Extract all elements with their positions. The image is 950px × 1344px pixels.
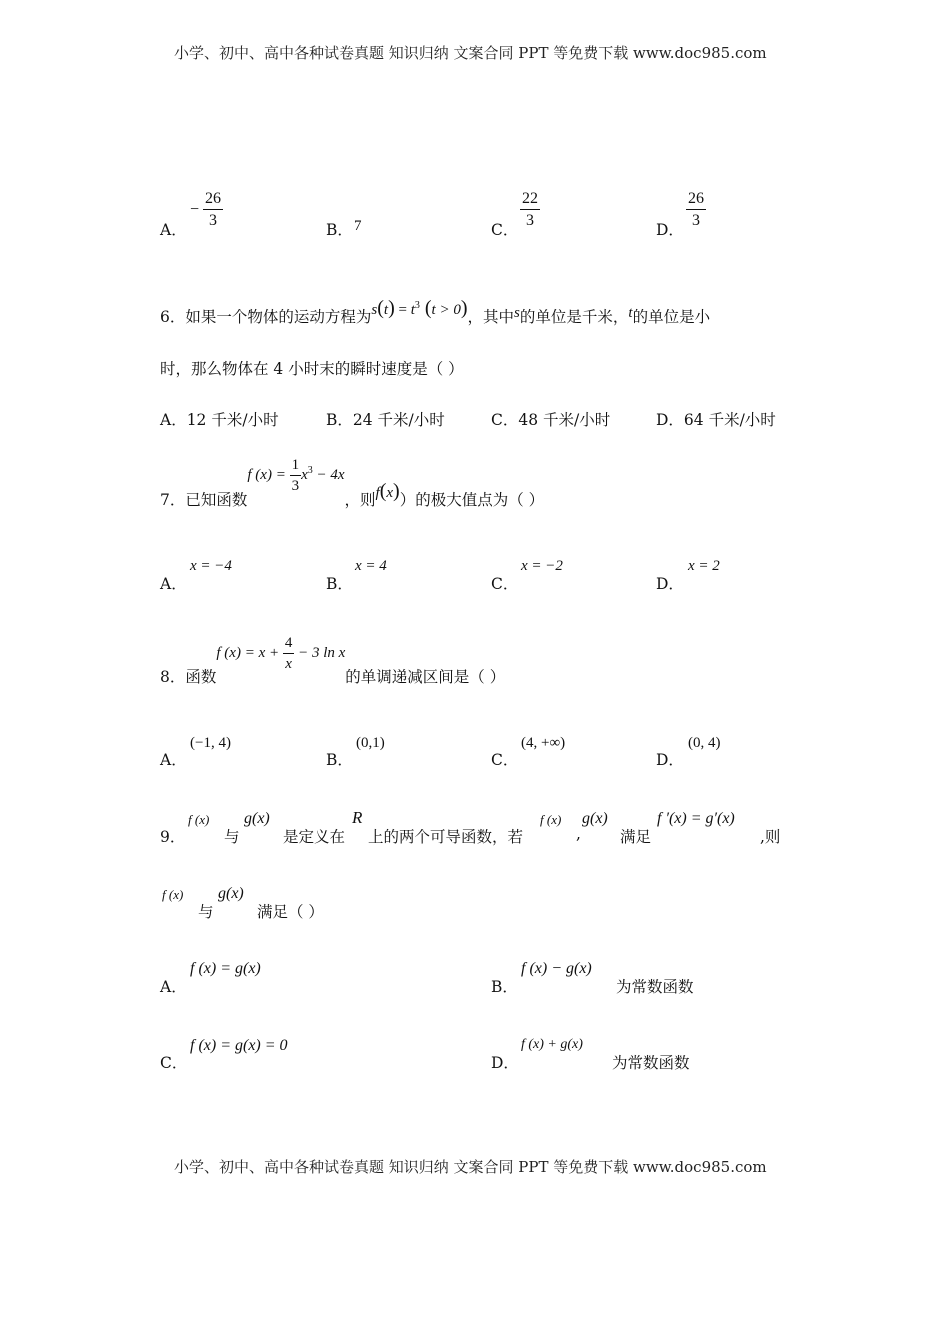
q5-option-d [686,191,706,229]
q7-rest2: − 4x [312,467,345,484]
q8-prefix: 8．函数 [160,668,217,687]
q8-option-a: (−1, 4) [190,735,231,751]
q7-option-d: x = 2 [688,558,720,574]
q9-derivative: f ′(x) = g′(x) [657,810,735,827]
q9-line2-g: g(x) [218,885,244,902]
q7-rest: x [301,467,308,484]
q5-option-b: 7 [354,218,362,234]
q5-d-num: 26 [686,191,706,210]
q9-f2: f (x) [540,812,562,827]
q5-label-c: C． [491,221,519,239]
q9-option-b: f (x) − g(x) [521,960,592,977]
q5-a-num: 26 [203,191,223,210]
q5-label-a: A． [160,221,187,239]
q5-c-num: 22 [520,191,540,210]
q7-fraction [290,458,302,494]
q6-option-b: B．24 千米/小时 [326,411,445,429]
q6-option-c: C．48 千米/小时 [491,411,611,429]
q6-equation: $s(t) = t^3$ (t > 0) [371,297,468,319]
q6-line2: 时，那么物体在 4 小时末的瞬时速度是（ ） [160,360,464,378]
q9-num: 9． [160,828,186,846]
q8-frac-num: 4 [283,636,295,654]
q9-g2: g(x) [582,810,608,827]
q7-f2-f: f [375,485,380,502]
q7-option-b: x = 4 [355,558,387,574]
q6-mid1: ，其中 [467,308,515,326]
q9-option-b-text: 为常数函数 [616,978,694,996]
q7-frac-num: 1 [290,458,302,476]
q7-f2: f(x) [375,480,400,503]
q5-d-den: 3 [692,212,700,229]
q5-a-sign: − [190,201,200,218]
q7-equation [247,457,345,494]
q6-var-t: t [628,305,633,321]
page-footer: 小学、初中、高中各种试卷真题 知识归纳 文案合同 PPT 等免费下载 www.doc985.com [174,1158,767,1176]
q9-t1: 与 [224,828,240,846]
q6-var-s: s [514,305,520,321]
q8-label-c: C． [491,751,519,769]
q7-label-d: D． [656,575,684,593]
q6-eq-cond: t > 0 [431,302,461,318]
q5-c-den: 3 [526,212,534,229]
q9-label-d: D． [491,1054,519,1072]
q5-label-d: D． [656,221,684,239]
q9-t2: 是定义在 [283,828,346,846]
q8-label-b: B． [326,751,353,769]
q9-option-d-text: 为常数函数 [612,1054,690,1072]
q6-eq-s: s [371,302,378,318]
q8-equation [216,635,346,672]
q9-t4: 满足 [620,828,652,846]
q9-g1: g(x) [244,810,270,827]
q7-f2-x: x [386,485,394,502]
q9-t5: ,则 [760,828,781,846]
q7-prefix: 7．已知函数 [160,491,248,510]
q5-a-den: 3 [209,212,218,229]
q8-fraction [283,636,295,672]
page-header: 小学、初中、高中各种试卷真题 知识归纳 文案合同 PPT 等免费下载 www.doc985.com [174,44,767,62]
q6-eq-exp: 3 [414,300,420,311]
q6-eq-t2: t [410,302,415,318]
q7-frac-den: 3 [291,478,300,494]
q7-exp: 3 [307,465,313,477]
q9-label-c: C． [160,1054,188,1072]
q7-label-a: A． [160,575,187,593]
q8-option-d: (0, 4) [688,735,721,751]
q7-option-a: x = −4 [190,558,232,574]
q6-mid3: 的单位是小 [632,308,711,326]
q5-option-c [520,191,540,229]
q9-label-a: A． [160,978,187,996]
q7-mid: ，则 [344,491,376,510]
q7-fx: f (x) = [247,467,290,484]
q5-label-b: B． [326,221,353,239]
q5-d-fraction [686,191,706,229]
q6-prefix: 6．如果一个物体的运动方程为 [160,308,372,326]
q9-t3: 上的两个可导函数，若 [368,828,524,846]
q6-eq-equals: = [394,302,411,318]
q8-suffix: 的单调递减区间是（ ） [345,668,506,687]
q9-comma: , [576,825,581,843]
q6-line1 [160,297,711,328]
q8-label-d: D． [656,751,684,769]
q5-option-a [190,191,223,229]
q8-option-b: (0,1) [356,735,385,751]
q8-option-c: (4, +∞) [521,735,566,751]
q6-option-a: A．12 千米/小时 [160,411,279,429]
q9-option-d: f (x) + g(x) [521,1037,583,1052]
q8-label-a: A． [160,751,187,769]
q9-line2-f: f (x) [162,887,184,902]
q9-label-b: B． [491,978,518,996]
q5-a-fraction [203,191,223,229]
q9-f1: f (x) [188,812,210,827]
q9-line2-t2: 满足（ ） [257,903,324,921]
q7-label-c: C． [491,575,519,593]
q9-line2-t1: 与 [198,903,214,921]
q9-option-c: f (x) = g(x) = 0 [190,1037,288,1054]
q7-option-c: x = −2 [521,558,563,574]
q7-suffix: ）的极大值点为（ ） [399,491,545,510]
q8-rest: − 3 ln x [294,645,346,662]
q6-eq-t: t [383,302,389,318]
q7-line [160,457,545,510]
q9-R: R [352,808,363,827]
q7-label-b: B． [326,575,353,593]
q6-mid2: 的单位是千米， [519,308,629,326]
q8-frac-den: x [285,656,292,672]
q6-option-d: D．64 千米/小时 [656,411,776,429]
q8-line [160,635,506,687]
q9-option-a: f (x) = g(x) [190,960,261,977]
q8-fx: f (x) = x + [216,645,283,662]
q5-c-fraction [520,191,540,229]
